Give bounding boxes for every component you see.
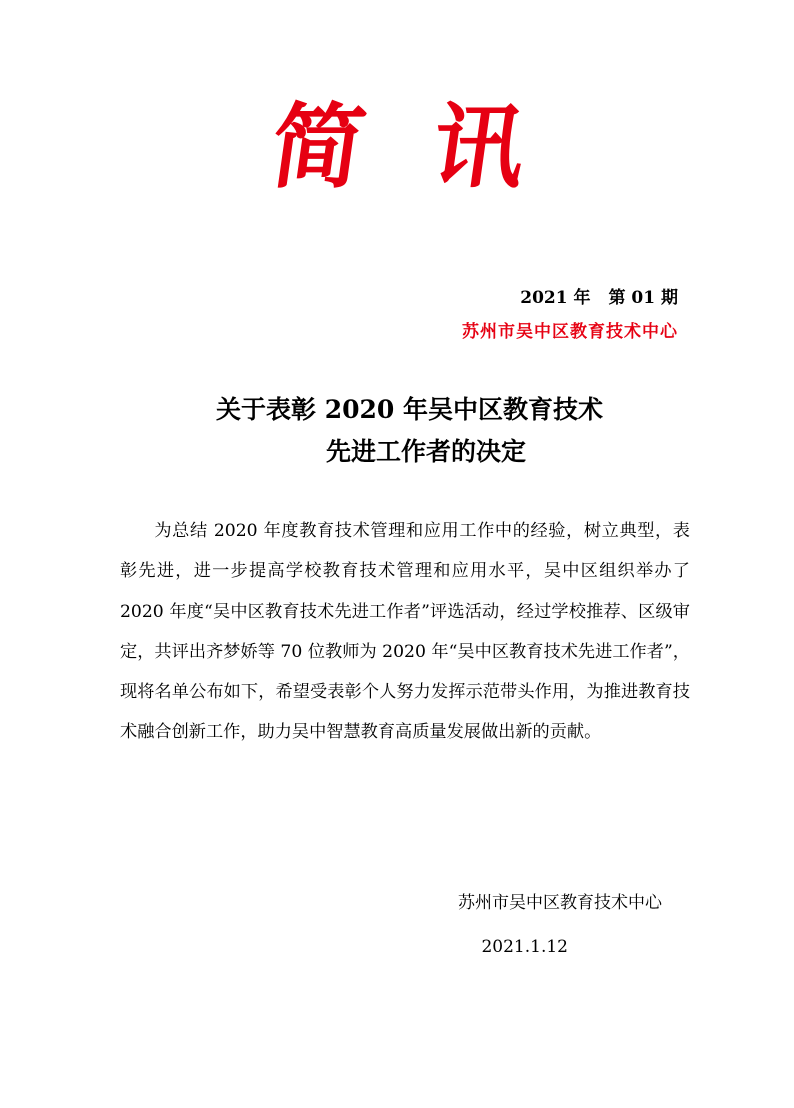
issue-info — [520, 286, 678, 310]
signature-date: 2021.1.12 — [481, 937, 568, 957]
issue-number: 第 01 期 — [608, 288, 678, 308]
masthead-char-xun: 讯 — [425, 93, 533, 201]
document-title-line-1: 关于表彰 2020 年吴中区教育技术 — [216, 395, 603, 424]
issuer-header: 苏州市吴中区教育技术中心 — [462, 322, 678, 342]
signature-issuer: 苏州市吴中区教育技术中心 — [458, 893, 662, 913]
document-title-line-2: 先进工作者的决定 — [325, 437, 526, 466]
masthead-char-jian: 简 — [264, 93, 372, 201]
issue-year: 2021 年 — [520, 288, 591, 308]
body-paragraph: 为总结 2020 年度教育技术管理和应用工作中的经验，树立典型，表彰先进，进一步提高学校教育技术管理和应用水平，吴中区组织举办了 2020 年度“吴中区教育技术先进工作者”评选活动，经过学校推荐、区级审定，共评出齐梦娇等 70 位教师为 2020 年“吴中区教育技术先进工作者”，现将名单公布如下，希望受表彰个人努力发挥示范带头作用，为推进教育技术融合创新工作，助力吴中智慧教育高质量发展做出新的贡献。 — [120, 521, 690, 743]
body-text — [120, 511, 690, 753]
masthead — [0, 92, 794, 202]
